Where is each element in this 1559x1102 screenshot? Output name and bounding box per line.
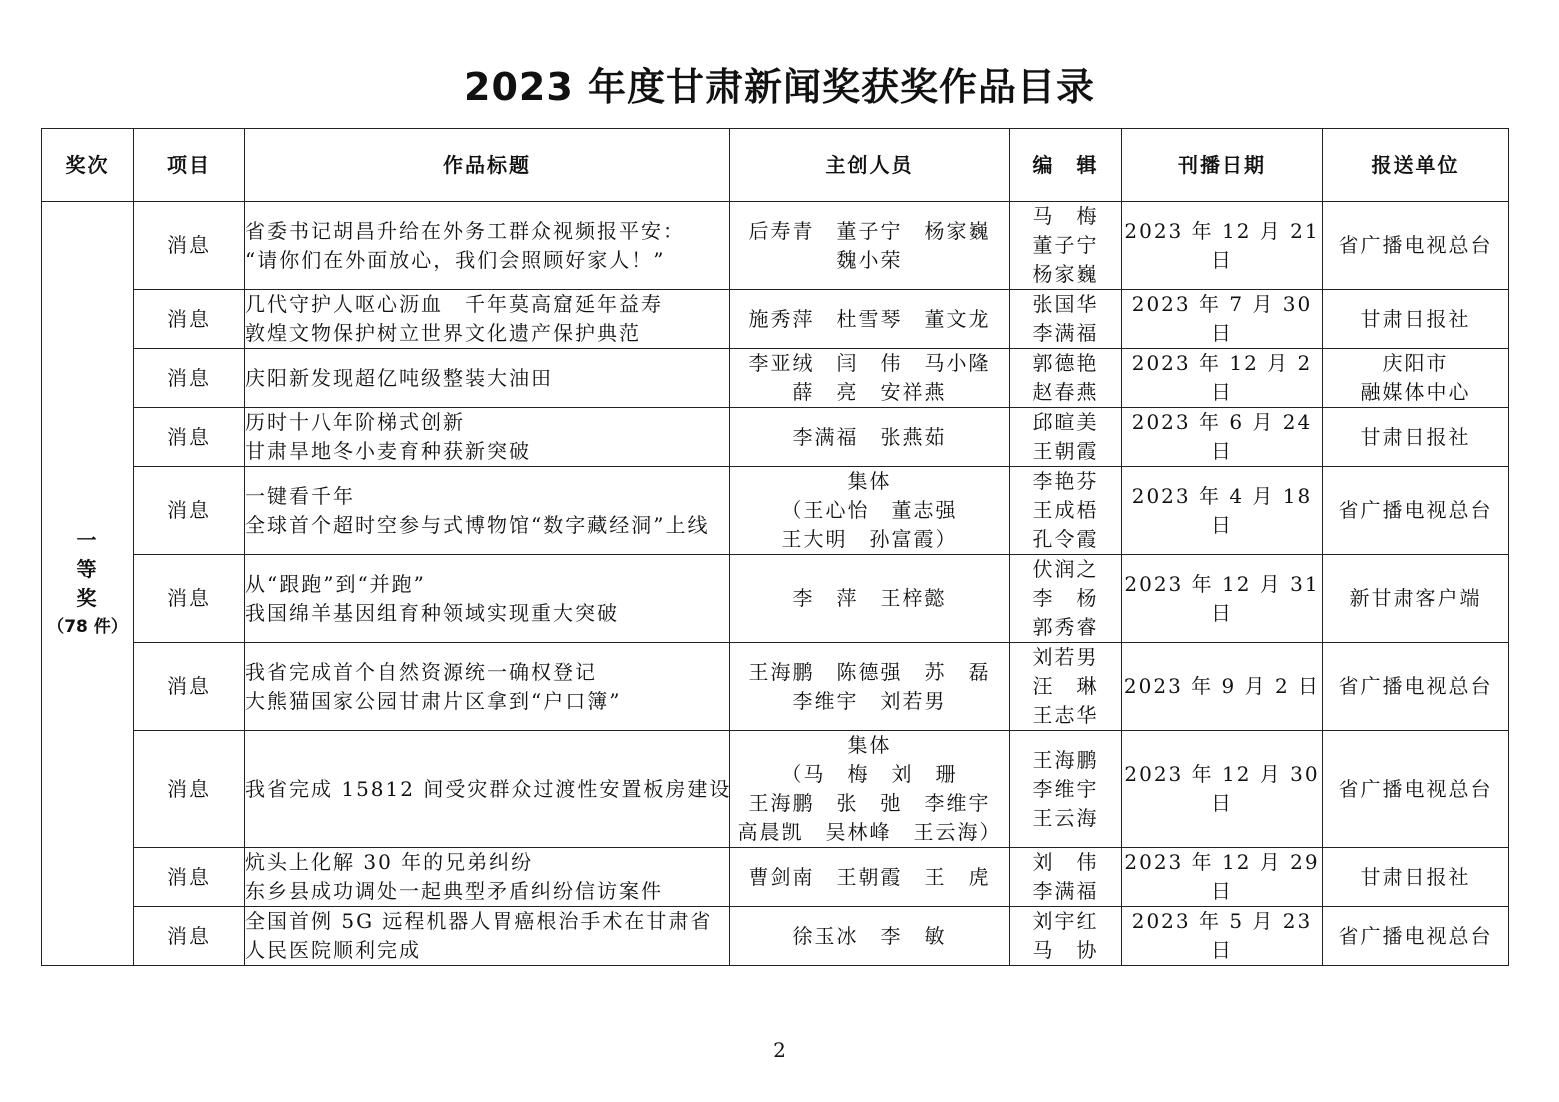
title-cell-line: 一键看千年 — [245, 483, 355, 508]
award-rank-cell — [42, 202, 134, 966]
editors-cell-line: 王志华 — [1032, 703, 1099, 727]
editors-cell — [1010, 907, 1122, 966]
editors-cell-line: 李维宇 — [1032, 776, 1099, 801]
table-row — [42, 202, 1509, 290]
table-row — [42, 643, 1509, 731]
title-cell-line: 大熊猫国家公园甘肃片区拿到“户口簿” — [245, 688, 622, 713]
editors-cell-line: 王海鹏 — [1032, 747, 1099, 772]
header-editors: 编 辑 — [1010, 129, 1122, 202]
editors-cell-line: 汪 琳 — [1032, 674, 1099, 698]
creators-cell — [730, 848, 1010, 907]
creators-cell-line: 后寿青 董子宁 杨家巍 — [748, 218, 991, 243]
title-cell-line: 从“跟跑”到“并跑” — [245, 571, 426, 596]
creators-cell-line: 李满福 张燕茹 — [792, 424, 947, 449]
category-cell: 消息 — [134, 848, 245, 907]
editors-cell-line: 赵春燕 — [1032, 380, 1099, 404]
table-row — [42, 555, 1509, 643]
header-date: 刊播日期 — [1122, 129, 1323, 202]
title-cell — [245, 349, 730, 408]
title-cell-line: “请你们在外面放心，我们会照顾好家人！” — [245, 247, 666, 272]
title-cell-line: 我省完成首个自然资源统一确权登记 — [245, 659, 597, 684]
editors-cell — [1010, 643, 1122, 731]
unit-cell — [1323, 467, 1509, 555]
creators-cell — [730, 907, 1010, 966]
date-cell: 2023 年 12 月 2 日 — [1122, 349, 1323, 408]
title-cell — [245, 907, 730, 966]
editors-cell-line: 郭德艳 — [1032, 351, 1099, 375]
creators-cell — [730, 467, 1010, 555]
creators-cell-line: 集体 — [847, 469, 892, 493]
date-cell: 2023 年 7 月 30 日 — [1122, 290, 1323, 349]
creators-cell-line: 魏小荣 — [836, 247, 903, 272]
unit-cell-line: 庆阳市 — [1382, 351, 1449, 375]
editors-cell — [1010, 555, 1122, 643]
creators-cell-line: 集体 — [847, 733, 892, 757]
title-cell — [245, 290, 730, 349]
table-row — [42, 467, 1509, 555]
unit-cell — [1323, 907, 1509, 966]
editors-cell-line: 刘若男 — [1032, 645, 1099, 669]
unit-cell-line: 甘肃日报社 — [1360, 306, 1471, 331]
title-cell — [245, 643, 730, 731]
creators-cell-line: 曹剑南 王朝霞 王 虎 — [748, 864, 991, 889]
title-cell-line: 省委书记胡昌升给在外务工群众视频报平安： — [245, 218, 685, 243]
creators-cell — [730, 555, 1010, 643]
creators-cell-line: 施秀萍 杜雪琴 董文龙 — [748, 306, 991, 331]
title-cell — [245, 467, 730, 555]
title-cell-line: 东乡县成功调处一起典型矛盾纠纷信访案件 — [245, 879, 663, 903]
creators-cell — [730, 643, 1010, 731]
title-cell-line: 庆阳新发现超亿吨级整装大油田 — [245, 365, 553, 390]
table-row — [42, 848, 1509, 907]
award-rank-char: 一 — [76, 527, 99, 552]
creators-cell-line: 王大明 孙富霞） — [781, 527, 958, 551]
editors-cell-line: 邱暄美 — [1032, 410, 1099, 434]
unit-cell-line: 新甘肃客户端 — [1349, 586, 1482, 610]
unit-cell-line: 省广播电视总台 — [1338, 776, 1493, 801]
editors-cell-line: 董子宁 — [1032, 233, 1099, 257]
header-unit: 报送单位 — [1323, 129, 1509, 202]
category-cell: 消息 — [134, 290, 245, 349]
creators-cell — [730, 731, 1010, 848]
table-row — [42, 349, 1509, 408]
title-cell — [245, 202, 730, 290]
awards-table — [41, 128, 1509, 966]
award-count: （78 件） — [47, 616, 128, 637]
unit-cell-line: 省广播电视总台 — [1338, 233, 1493, 257]
date-cell: 2023 年 12 月 21 日 — [1122, 202, 1323, 290]
creators-cell-line: 李 萍 王梓懿 — [792, 586, 947, 610]
unit-cell — [1323, 202, 1509, 290]
editors-cell-line: 王成梧 — [1032, 498, 1099, 522]
date-cell: 2023 年 12 月 29 日 — [1122, 848, 1323, 907]
editors-cell — [1010, 848, 1122, 907]
editors-cell-line: 刘宇红 — [1032, 909, 1099, 933]
category-cell: 消息 — [134, 408, 245, 467]
title-cell — [245, 848, 730, 907]
header-row — [42, 129, 1509, 202]
title-cell-line: 甘肃旱地冬小麦育种获新突破 — [245, 439, 531, 463]
header-rank: 奖次 — [42, 129, 134, 202]
editors-cell-line: 杨家巍 — [1032, 262, 1099, 286]
date-cell: 2023 年 9 月 2 日 — [1122, 643, 1323, 731]
creators-cell-line: （王心怡 董志强 — [781, 498, 958, 522]
category-cell: 消息 — [134, 467, 245, 555]
editors-cell-line: 马 协 — [1032, 938, 1099, 962]
header-category: 项目 — [134, 129, 245, 202]
editors-cell-line: 李满福 — [1032, 321, 1099, 345]
unit-cell-line: 甘肃日报社 — [1360, 424, 1471, 449]
editors-cell — [1010, 731, 1122, 848]
unit-cell — [1323, 643, 1509, 731]
creators-cell-line: （马 梅 刘 珊 — [781, 762, 958, 786]
unit-cell — [1323, 408, 1509, 467]
unit-cell-line: 省广播电视总台 — [1338, 923, 1493, 948]
page-title: 2023 年度甘肃新闻奖获奖作品目录 — [464, 65, 1095, 109]
unit-cell — [1323, 848, 1509, 907]
category-cell: 消息 — [134, 349, 245, 408]
unit-cell-line: 省广播电视总台 — [1338, 498, 1493, 522]
table-row — [42, 408, 1509, 467]
editors-cell-line: 刘 伟 — [1032, 850, 1099, 874]
header-creators: 主创人员 — [730, 129, 1010, 202]
editors-cell-line: 孔令霞 — [1032, 527, 1099, 551]
date-cell: 2023 年 4 月 18 日 — [1122, 467, 1323, 555]
category-cell: 消息 — [134, 643, 245, 731]
editors-cell — [1010, 408, 1122, 467]
title-cell-line: 我国绵羊基因组育种领域实现重大突破 — [245, 600, 619, 625]
editors-cell — [1010, 349, 1122, 408]
editors-cell-line: 李艳芬 — [1032, 469, 1099, 493]
creators-cell-line: 李维宇 刘若男 — [792, 688, 947, 713]
editors-cell-line: 张国华 — [1032, 292, 1099, 316]
title-cell-line: 全球首个超时空参与式博物馆“数字藏经洞”上线 — [245, 512, 710, 537]
creators-cell-line: 王海鹏 陈德强 苏 磊 — [748, 659, 991, 684]
unit-cell-line: 甘肃日报社 — [1360, 864, 1471, 889]
page-number: 2 — [773, 1038, 786, 1062]
category-cell: 消息 — [134, 555, 245, 643]
unit-cell — [1323, 349, 1509, 408]
table-row — [42, 907, 1509, 966]
editors-cell-line: 郭秀睿 — [1032, 615, 1099, 639]
creators-cell-line: 薛 亮 安祥燕 — [792, 380, 947, 404]
editors-cell-line: 王朝霞 — [1032, 439, 1099, 463]
date-cell: 2023 年 12 月 31 日 — [1122, 555, 1323, 643]
editors-cell — [1010, 290, 1122, 349]
title-cell-line: 炕头上化解 30 年的兄弟纠纷 — [245, 850, 534, 874]
unit-cell — [1323, 731, 1509, 848]
editors-cell-line: 李满福 — [1032, 879, 1099, 903]
table-row — [42, 290, 1509, 349]
creators-cell-line: 王海鹏 张 弛 李维宇 — [748, 791, 991, 815]
title-cell — [245, 408, 730, 467]
award-rank-char: 等 — [76, 556, 99, 581]
title-cell — [245, 731, 730, 848]
title-cell-line: 几代守护人呕心沥血 千年莫高窟延年益寿 — [245, 292, 663, 316]
title-cell-line: 敦煌文物保护树立世界文化遗产保护典范 — [245, 321, 641, 345]
table-row — [42, 731, 1509, 848]
date-cell: 2023 年 12 月 30 日 — [1122, 731, 1323, 848]
creators-cell-line: 徐玉冰 李 敏 — [792, 923, 947, 948]
category-cell: 消息 — [134, 907, 245, 966]
category-cell: 消息 — [134, 202, 245, 290]
title-cell-line: 全国首例 5G 远程机器人胃癌根治手术在甘肃省人民医院顺利完成 — [245, 909, 713, 962]
unit-cell — [1323, 555, 1509, 643]
editors-cell — [1010, 202, 1122, 290]
title-cell — [245, 555, 730, 643]
date-cell: 2023 年 6 月 24 日 — [1122, 408, 1323, 467]
date-cell: 2023 年 5 月 23 日 — [1122, 907, 1323, 966]
unit-cell-line: 省广播电视总台 — [1338, 674, 1493, 698]
creators-cell-line: 高晨凯 吴林峰 王云海） — [737, 820, 1002, 844]
title-cell-line: 历时十八年阶梯式创新 — [245, 410, 465, 434]
editors-cell-line: 王云海 — [1032, 805, 1099, 830]
title-cell-line: 我省完成 15812 间受灾群众过渡性安置板房建设 — [245, 776, 732, 801]
unit-cell-line: 融媒体中心 — [1360, 380, 1471, 404]
editors-cell-line: 伏润之 — [1032, 557, 1099, 581]
editors-cell-line: 马 梅 — [1032, 204, 1099, 228]
creators-cell — [730, 408, 1010, 467]
unit-cell — [1323, 290, 1509, 349]
editors-cell-line: 李 杨 — [1032, 586, 1099, 610]
creators-cell-line: 李亚绒 闫 伟 马小隆 — [748, 351, 991, 375]
header-title: 作品标题 — [245, 129, 730, 202]
creators-cell — [730, 349, 1010, 408]
creators-cell — [730, 202, 1010, 290]
award-rank-char: 奖 — [76, 585, 99, 610]
editors-cell — [1010, 467, 1122, 555]
creators-cell — [730, 290, 1010, 349]
category-cell: 消息 — [134, 731, 245, 848]
